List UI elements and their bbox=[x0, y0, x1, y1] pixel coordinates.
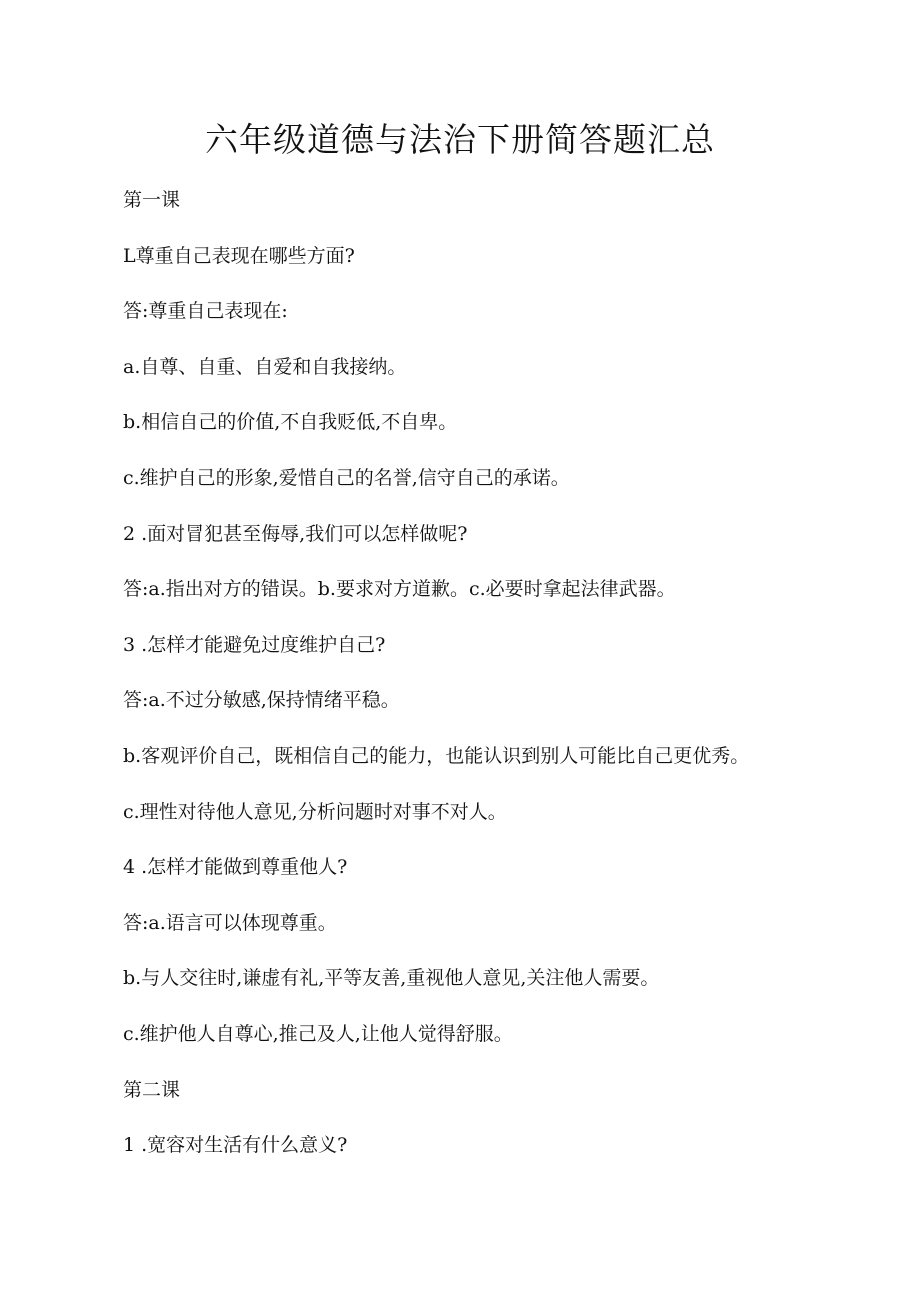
answer-line: 答:a.语言可以体现尊重。 bbox=[123, 911, 337, 934]
answer-line: 答:尊重自己表现在: bbox=[123, 300, 288, 323]
document-body bbox=[123, 185, 903, 1186]
question-line: L尊重自己表现在哪些方面? bbox=[123, 244, 355, 267]
answer-line: 答:a.不过分敏感,保持情绪平稳。 bbox=[123, 689, 400, 712]
answer-line: c.理性对待他人意见,分析问题时对事不对人。 bbox=[123, 800, 507, 823]
question-line: 3 .怎样才能避免过度维护自己? bbox=[123, 633, 386, 656]
answer-line: c.维护自己的形象,爱惜自己的名誉,信守自己的承诺。 bbox=[123, 466, 570, 489]
answer-line: b.客观评价自己，既相信自己的能力，也能认识到别人可能比自己更优秀。 bbox=[123, 744, 750, 767]
section-heading: 第一课 bbox=[123, 189, 181, 211]
answer-line: b.相信自己的价值,不自我贬低,不自卑。 bbox=[123, 411, 458, 434]
question-line: 2 .面对冒犯甚至侮辱,我们可以怎样做呢? bbox=[123, 522, 468, 545]
section-heading: 第二课 bbox=[123, 1078, 181, 1101]
answer-line: b.与人交往时,谦虚有礼,平等友善,重视他人意见,关注他人需要。 bbox=[123, 967, 660, 990]
question-line: 4 .怎样才能做到尊重他人? bbox=[123, 856, 348, 879]
answer-line: 答:a.指出对方的错误。b.要求对方道歉。c.必要时拿起法律武器。 bbox=[123, 578, 676, 601]
question-line: 1 .宽容对生活有什么意义? bbox=[123, 1134, 348, 1157]
document-title: 六年级道德与法治下册简答题汇总 bbox=[205, 120, 715, 159]
answer-line: a.自尊、自重、自爱和自我接纳。 bbox=[123, 355, 407, 378]
answer-line: c.维护他人自尊心,推己及人,让他人觉得舒服。 bbox=[123, 1022, 513, 1045]
